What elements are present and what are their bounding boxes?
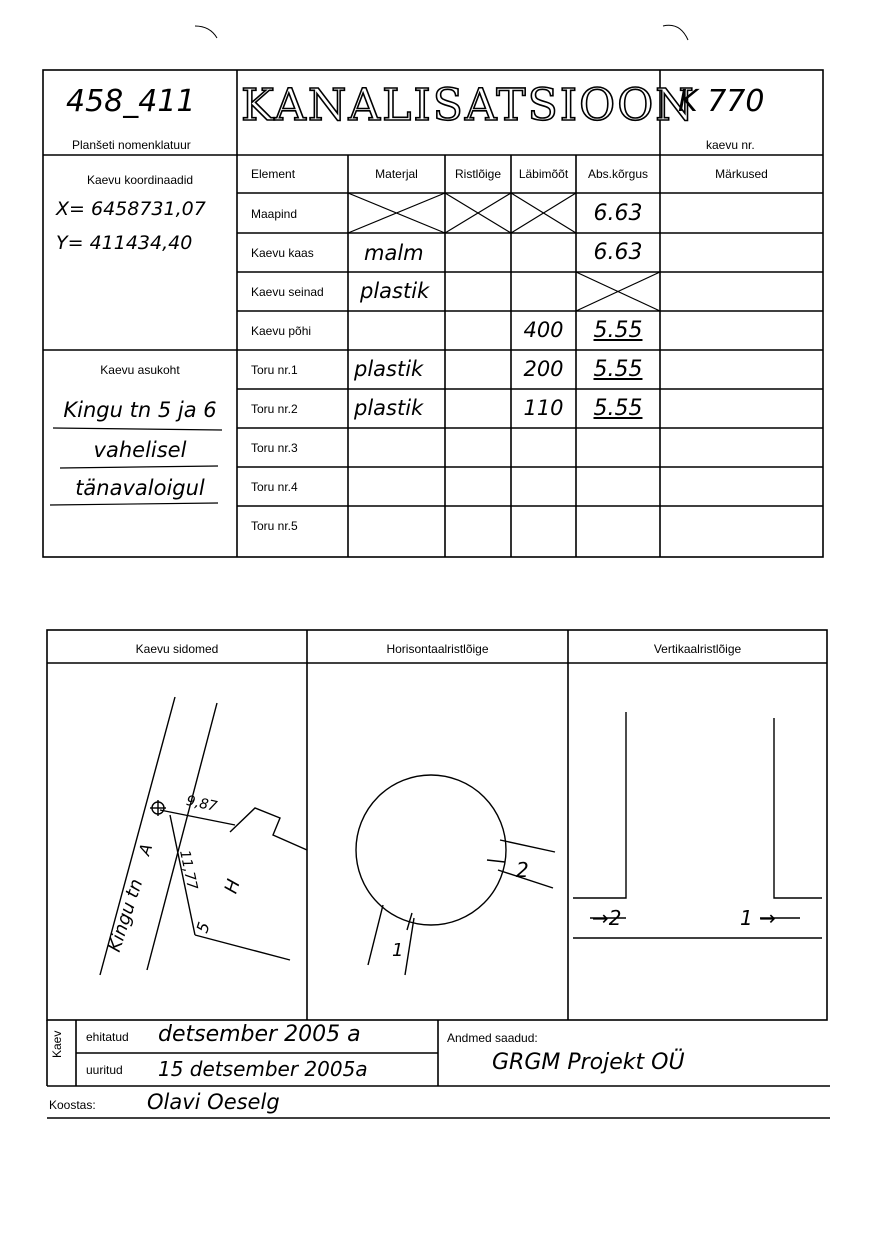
page-title: KANALISATSIOON xyxy=(241,80,696,131)
location-line-3: tänavaloigul xyxy=(75,476,205,500)
table-row-element: Kaevu kaas xyxy=(251,246,314,260)
tie-distance-1: 9,87 xyxy=(184,792,219,816)
horizontal-pipe-2-label: 2 xyxy=(516,858,529,882)
coord-y: Y= 411434,40 xyxy=(56,232,193,254)
horizontal-pipe-1-label: 1 xyxy=(392,940,404,961)
table-row-element: Toru nr.4 xyxy=(251,480,298,494)
col-header-material: Materjal xyxy=(375,167,418,181)
table-row-element: Kaevu seinad xyxy=(251,285,324,299)
col-header-element: Element xyxy=(251,167,296,181)
table-row-element: Toru nr.2 xyxy=(251,402,298,416)
footer-side-label: Kaev xyxy=(50,1030,64,1058)
well-number-label: kaevu nr. xyxy=(706,138,755,152)
table-cell-diameter: 200 xyxy=(523,357,564,381)
table-cell-material: plastik xyxy=(360,279,430,303)
vertical-pipe-2-label: →2 xyxy=(592,906,622,930)
tie-letter-a: A xyxy=(134,841,157,858)
drawing-header-vertical: Vertikaalristlõige xyxy=(653,642,742,656)
table-cell-diameter: 110 xyxy=(523,396,564,420)
well-number: K 770 xyxy=(678,84,765,119)
location-label: Kaevu asukoht xyxy=(100,363,180,377)
table-cell-height: 5.55 xyxy=(593,318,643,343)
surveyed-label: uuritud xyxy=(86,1063,123,1077)
author-label: Koostas: xyxy=(49,1098,96,1112)
drawing-header-ties: Kaevu sidomed xyxy=(135,642,219,656)
drawing-header-horizontal: Horisontaalristlõige xyxy=(386,642,489,656)
location-line-2: vahelisel xyxy=(93,438,187,462)
tie-distance-2: 11,77 xyxy=(176,848,201,892)
tie-street-label: Kingu tn xyxy=(104,876,148,955)
table-cell-material: malm xyxy=(364,241,424,265)
table-cell-material: plastik xyxy=(354,357,424,381)
coords-label: Kaevu koordinaadid xyxy=(86,173,194,187)
col-header-height: Abs.kõrgus xyxy=(587,167,649,181)
table-cell-height: 5.55 xyxy=(593,357,643,382)
table-cell-height: 6.63 xyxy=(593,201,643,226)
data-source-value: GRGM Projekt OÜ xyxy=(492,1050,685,1075)
table-row-element: Kaevu põhi xyxy=(251,324,312,338)
table-row-element: Toru nr.1 xyxy=(251,363,298,377)
table-cell-diameter: 400 xyxy=(523,318,564,342)
author-value: Olavi Oeselg xyxy=(147,1090,280,1114)
table-cell-material: plastik xyxy=(354,396,424,420)
table-row-element: Toru nr.5 xyxy=(251,519,298,533)
table-cell-height: 6.63 xyxy=(593,240,643,265)
col-header-diameter: Läbimõõt xyxy=(518,167,569,181)
built-label: ehitatud xyxy=(86,1030,129,1044)
tie-number-5: 5 xyxy=(192,919,214,936)
tie-letter-h: H xyxy=(220,876,245,897)
coord-x: X= 6458731,07 xyxy=(56,198,206,220)
table-cell-height: 5.55 xyxy=(593,396,643,421)
surveyed-value: 15 detsember 2005a xyxy=(158,1057,368,1081)
table-row-element: Toru nr.3 xyxy=(251,441,298,455)
sheet-number: 458_411 xyxy=(66,84,196,119)
table-row-element: Maapind xyxy=(251,207,298,221)
data-source-label: Andmed saadud: xyxy=(447,1031,538,1045)
col-header-cross: Ristlõige xyxy=(454,167,502,181)
vertical-pipe-1-label: 1 → xyxy=(740,906,776,930)
col-header-notes: Märkused xyxy=(715,167,768,181)
sheet-label: Planšeti nomenklatuur xyxy=(72,138,191,152)
built-value: detsember 2005 a xyxy=(158,1022,361,1047)
location-line-1: Kingu tn 5 ja 6 xyxy=(63,398,217,422)
